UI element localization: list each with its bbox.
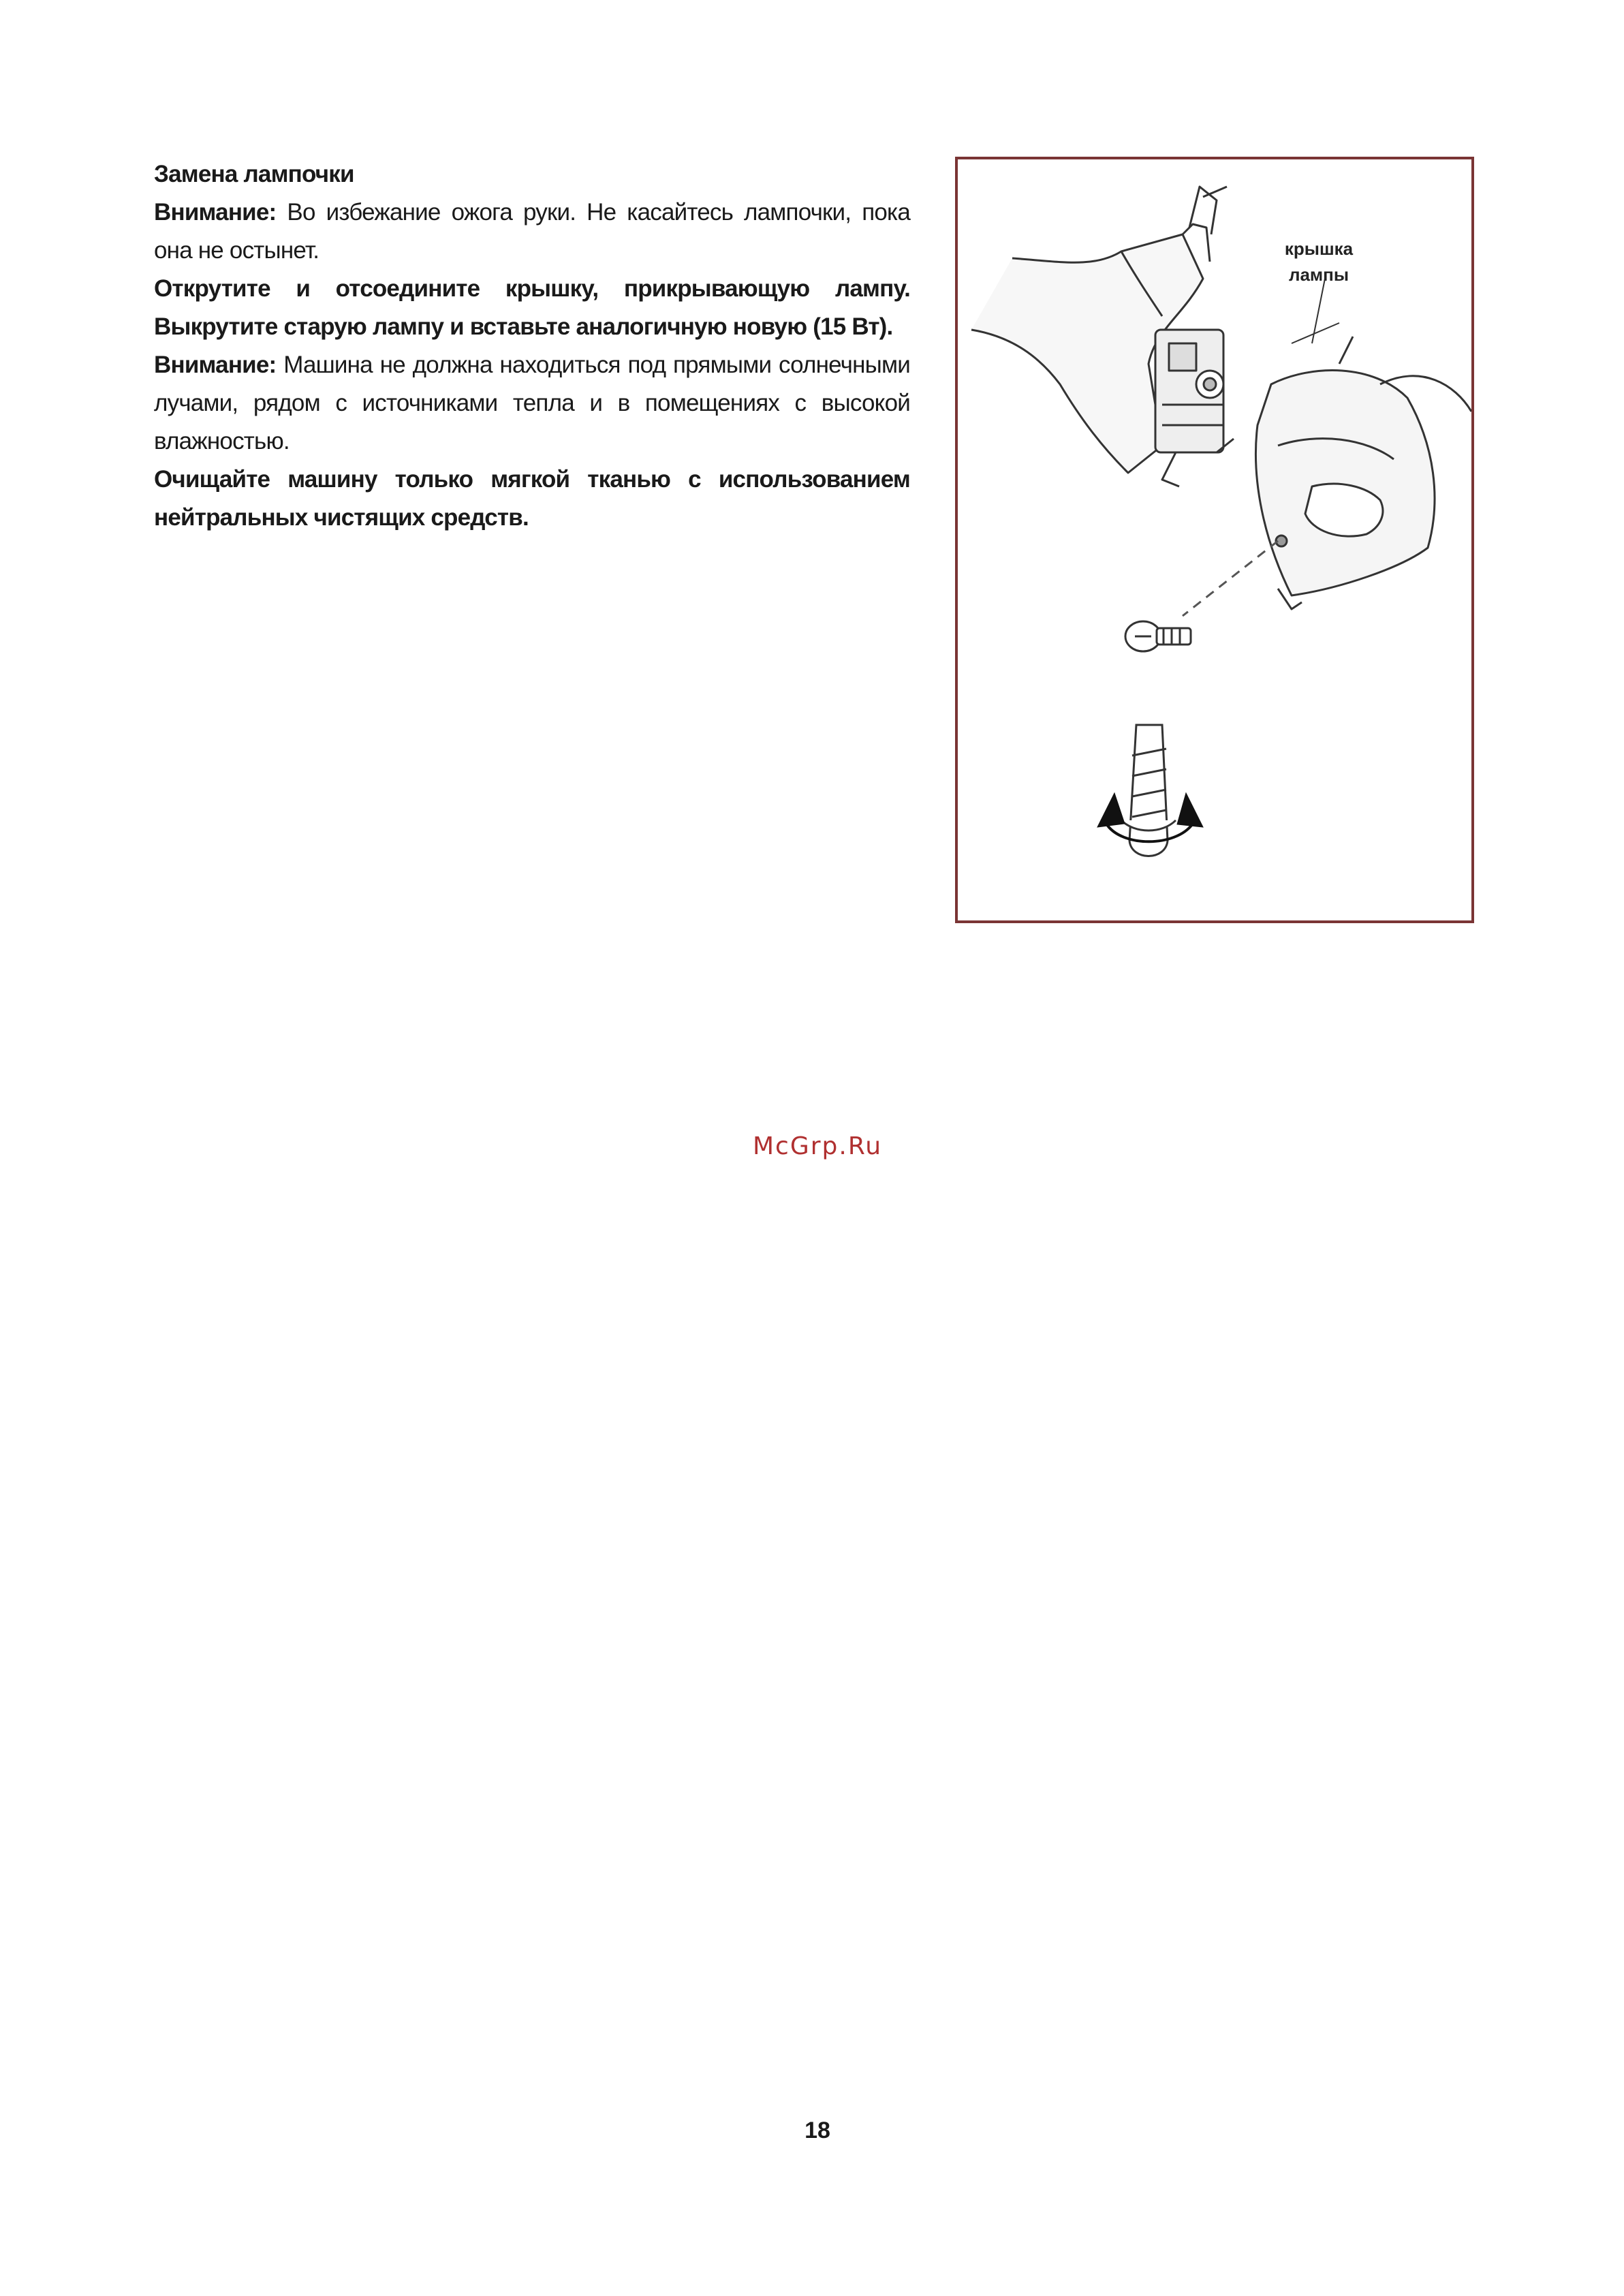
warning-label: Внимание: [154,352,277,378]
replace-instruction: Открутите и отсоедините крышку, прикрывающую лампу. Выкрутите старую лампу и вставьте аналогичную новую (15 Вт). [154,275,910,340]
watermark: McGrp.Ru [752,1132,883,1160]
lamp-cover-illustration [1255,323,1471,609]
warning-paragraph-burn [154,193,910,270]
screw-illustration [1125,621,1191,651]
lamp-cover-callout [1271,236,1367,288]
section-title: Замена лампочки [154,161,354,187]
warning-text: Машина не должна находиться под прямыми солнечными лучами, рядом с источниками тепла и в помещениях с высокой влажностью. [154,352,910,454]
callout-line: лампы [1288,264,1349,285]
warning-label: Внимание: [154,199,277,226]
figure-illustration [958,159,1471,920]
bulb-illustration [1121,725,1176,856]
callout-line: крышка [1284,238,1354,259]
page-number: 18 [805,2117,830,2143]
lamp-replacement-figure [955,157,1474,923]
warning-text: Во избежание ожога руки. Не касайтесь лампочки, пока она не остынет. [154,199,910,264]
sewing-machine-head-illustration [971,187,1234,486]
instructions-text [154,155,910,537]
warning-paragraph-placement [154,346,910,461]
cleaning-instruction: Очищайте машину только мягкой тканью с использованием нейтральных чистящих средств. [154,466,910,531]
